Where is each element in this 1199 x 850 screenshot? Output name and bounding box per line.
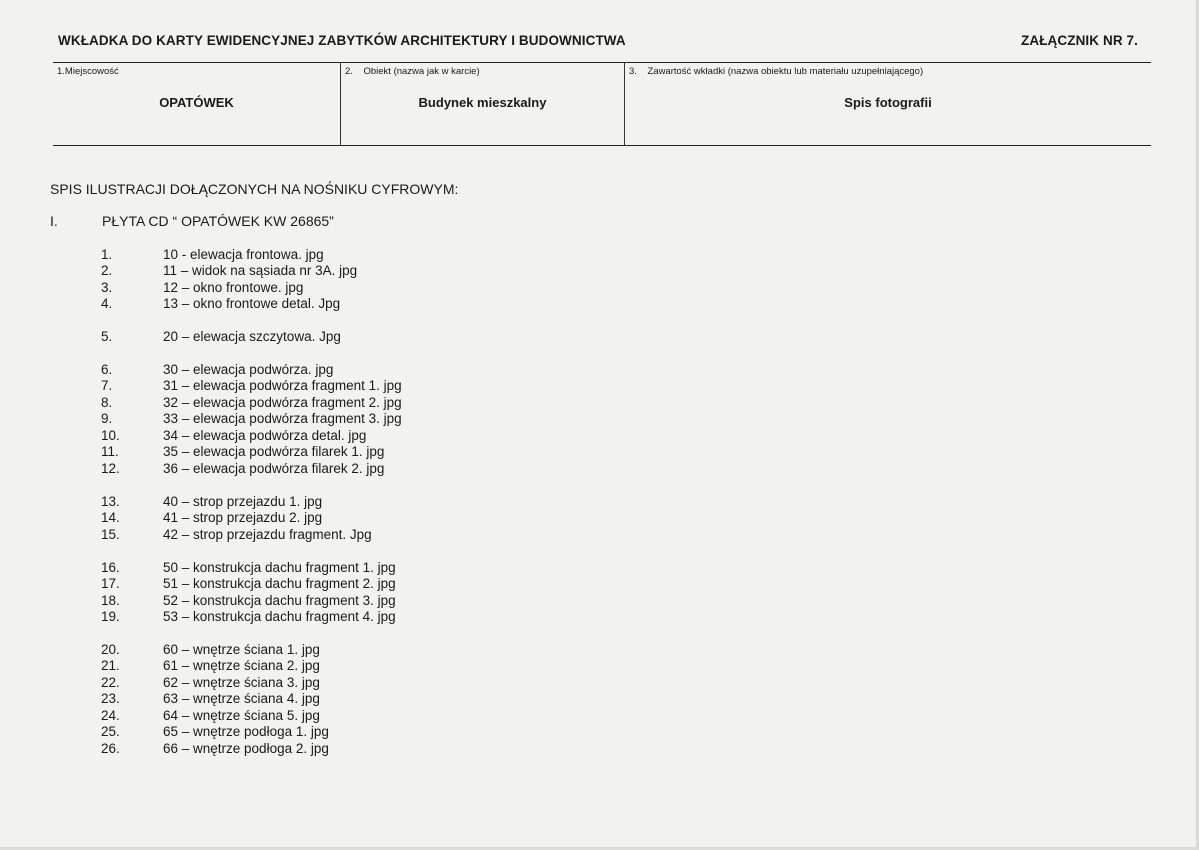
file-list-item xyxy=(0,642,600,658)
file-number: 24. xyxy=(101,708,120,723)
file-name: 50 – konstrukcja dachu fragment 1. jpg xyxy=(163,560,396,575)
object-label: 2. Obiekt (nazwa jak w karcie) xyxy=(345,66,480,77)
file-number: 9. xyxy=(101,411,113,426)
file-number: 12. xyxy=(101,461,120,476)
file-list-item xyxy=(0,263,600,279)
cd-title: PŁYTA CD “ OPATÓWEK KW 26865” xyxy=(102,213,334,229)
file-number: 18. xyxy=(101,593,120,608)
content-label: 3. Zawartość wkładki (nazwa obiektu lub materiału uzupełniającego) xyxy=(629,66,924,77)
file-number: 11. xyxy=(101,444,119,459)
file-list-item xyxy=(0,741,600,757)
file-number: 7. xyxy=(101,378,113,393)
file-list-item xyxy=(0,329,600,345)
file-list-item xyxy=(0,527,600,543)
file-name: 41 – strop przejazdu 2. jpg xyxy=(163,510,323,525)
file-list-item xyxy=(0,708,600,724)
file-number: 20. xyxy=(101,642,120,657)
file-list-item xyxy=(0,691,600,707)
file-name: 53 – konstrukcja dachu fragment 4. jpg xyxy=(163,609,396,624)
file-number: 14. xyxy=(101,510,120,525)
file-number: 17. xyxy=(101,576,120,591)
cd-number: I. xyxy=(50,213,58,229)
file-name: 51 – konstrukcja dachu fragment 2. jpg xyxy=(163,576,396,591)
file-number: 22. xyxy=(101,675,120,690)
file-number: 25. xyxy=(101,724,120,739)
file-list-item xyxy=(0,296,600,312)
annex-number: ZAŁĄCZNIK NR 7. xyxy=(1021,33,1138,48)
file-number: 16. xyxy=(101,560,120,575)
file-list-item xyxy=(0,280,600,296)
file-number: 2. xyxy=(101,263,113,278)
file-name: 10 - elewacja frontowa. jpg xyxy=(163,247,324,262)
file-name: 42 – strop przejazdu fragment. Jpg xyxy=(163,527,372,542)
file-list-item xyxy=(0,609,600,625)
locality-label: 1.Miejscowość xyxy=(57,66,119,77)
object-cell xyxy=(340,63,624,145)
file-name: 33 – elewacja podwórza fragment 3. jpg xyxy=(163,411,402,426)
file-list-item xyxy=(0,658,600,674)
content-cell xyxy=(624,63,1151,145)
file-number: 5. xyxy=(101,329,113,344)
file-list-item xyxy=(0,510,600,526)
file-name: 13 – okno frontowe detal. Jpg xyxy=(163,296,341,311)
file-number: 3. xyxy=(101,280,113,295)
file-list-item xyxy=(0,724,600,740)
file-name: 20 – elewacja szczytowa. Jpg xyxy=(163,329,341,344)
file-number: 10. xyxy=(101,428,120,443)
file-number: 19. xyxy=(101,609,120,624)
file-name: 52 – konstrukcja dachu fragment 3. jpg xyxy=(163,593,396,608)
file-name: 36 – elewacja podwórza filarek 2. jpg xyxy=(163,461,385,476)
file-number: 6. xyxy=(101,362,113,377)
file-list-item xyxy=(0,411,600,427)
file-name: 61 – wnętrze ściana 2. jpg xyxy=(163,658,320,673)
file-name: 35 – elewacja podwórza filarek 1. jpg xyxy=(163,444,385,459)
object-value: Budynek mieszkalny xyxy=(418,95,547,110)
file-number: 1. xyxy=(101,247,113,262)
file-name: 32 – elewacja podwórza fragment 2. jpg xyxy=(163,395,402,410)
locality-value: OPATÓWEK xyxy=(159,95,234,110)
file-list-item xyxy=(0,247,600,263)
file-number: 21. xyxy=(101,658,120,673)
file-number: 8. xyxy=(101,395,113,410)
file-name: 65 – wnętrze podłoga 1. jpg xyxy=(163,724,329,739)
file-list-item xyxy=(0,576,600,592)
file-number: 4. xyxy=(101,296,113,311)
file-list-item xyxy=(0,378,600,394)
file-name: 30 – elewacja podwórza. jpg xyxy=(163,362,334,377)
file-list-item xyxy=(0,675,600,691)
file-name: 34 – elewacja podwórza detal. jpg xyxy=(163,428,367,443)
file-list-item xyxy=(0,494,600,510)
file-name: 31 – elewacja podwórza fragment 1. jpg xyxy=(163,378,402,393)
list-heading: SPIS ILUSTRACJI DOŁĄCZONYCH NA NOŚNIKU CYFROWYM: xyxy=(50,181,459,197)
file-list-item xyxy=(0,461,600,477)
file-name: 63 – wnętrze ściana 4. jpg xyxy=(163,691,320,706)
file-name: 40 – strop przejazdu 1. jpg xyxy=(163,494,323,509)
content-value: Spis fotografii xyxy=(844,95,932,110)
file-name: 66 – wnętrze podłoga 2. jpg xyxy=(163,741,329,756)
file-name: 11 – widok na sąsiada nr 3A. jpg xyxy=(163,263,358,278)
file-list-item xyxy=(0,560,600,576)
file-name: 60 – wnętrze ściana 1. jpg xyxy=(163,642,320,657)
file-number: 26. xyxy=(101,741,120,756)
locality-cell xyxy=(53,63,340,145)
file-number: 13. xyxy=(101,494,120,509)
file-list-item xyxy=(0,593,600,609)
file-list-item xyxy=(0,395,600,411)
document-title: WKŁADKA DO KARTY EWIDENCYJNEJ ZABYTKÓW ARCHITEKTURY I BUDOWNICTWA xyxy=(58,33,626,48)
metadata-table xyxy=(53,62,1151,146)
file-name: 12 – okno frontowe. jpg xyxy=(163,280,304,295)
file-list-item xyxy=(0,428,600,444)
file-name: 64 – wnętrze ściana 5. jpg xyxy=(163,708,320,723)
file-number: 23. xyxy=(101,691,120,706)
file-list-item xyxy=(0,362,600,378)
file-name: 62 – wnętrze ściana 3. jpg xyxy=(163,675,320,690)
file-number: 15. xyxy=(101,527,120,542)
file-list-item xyxy=(0,444,600,460)
